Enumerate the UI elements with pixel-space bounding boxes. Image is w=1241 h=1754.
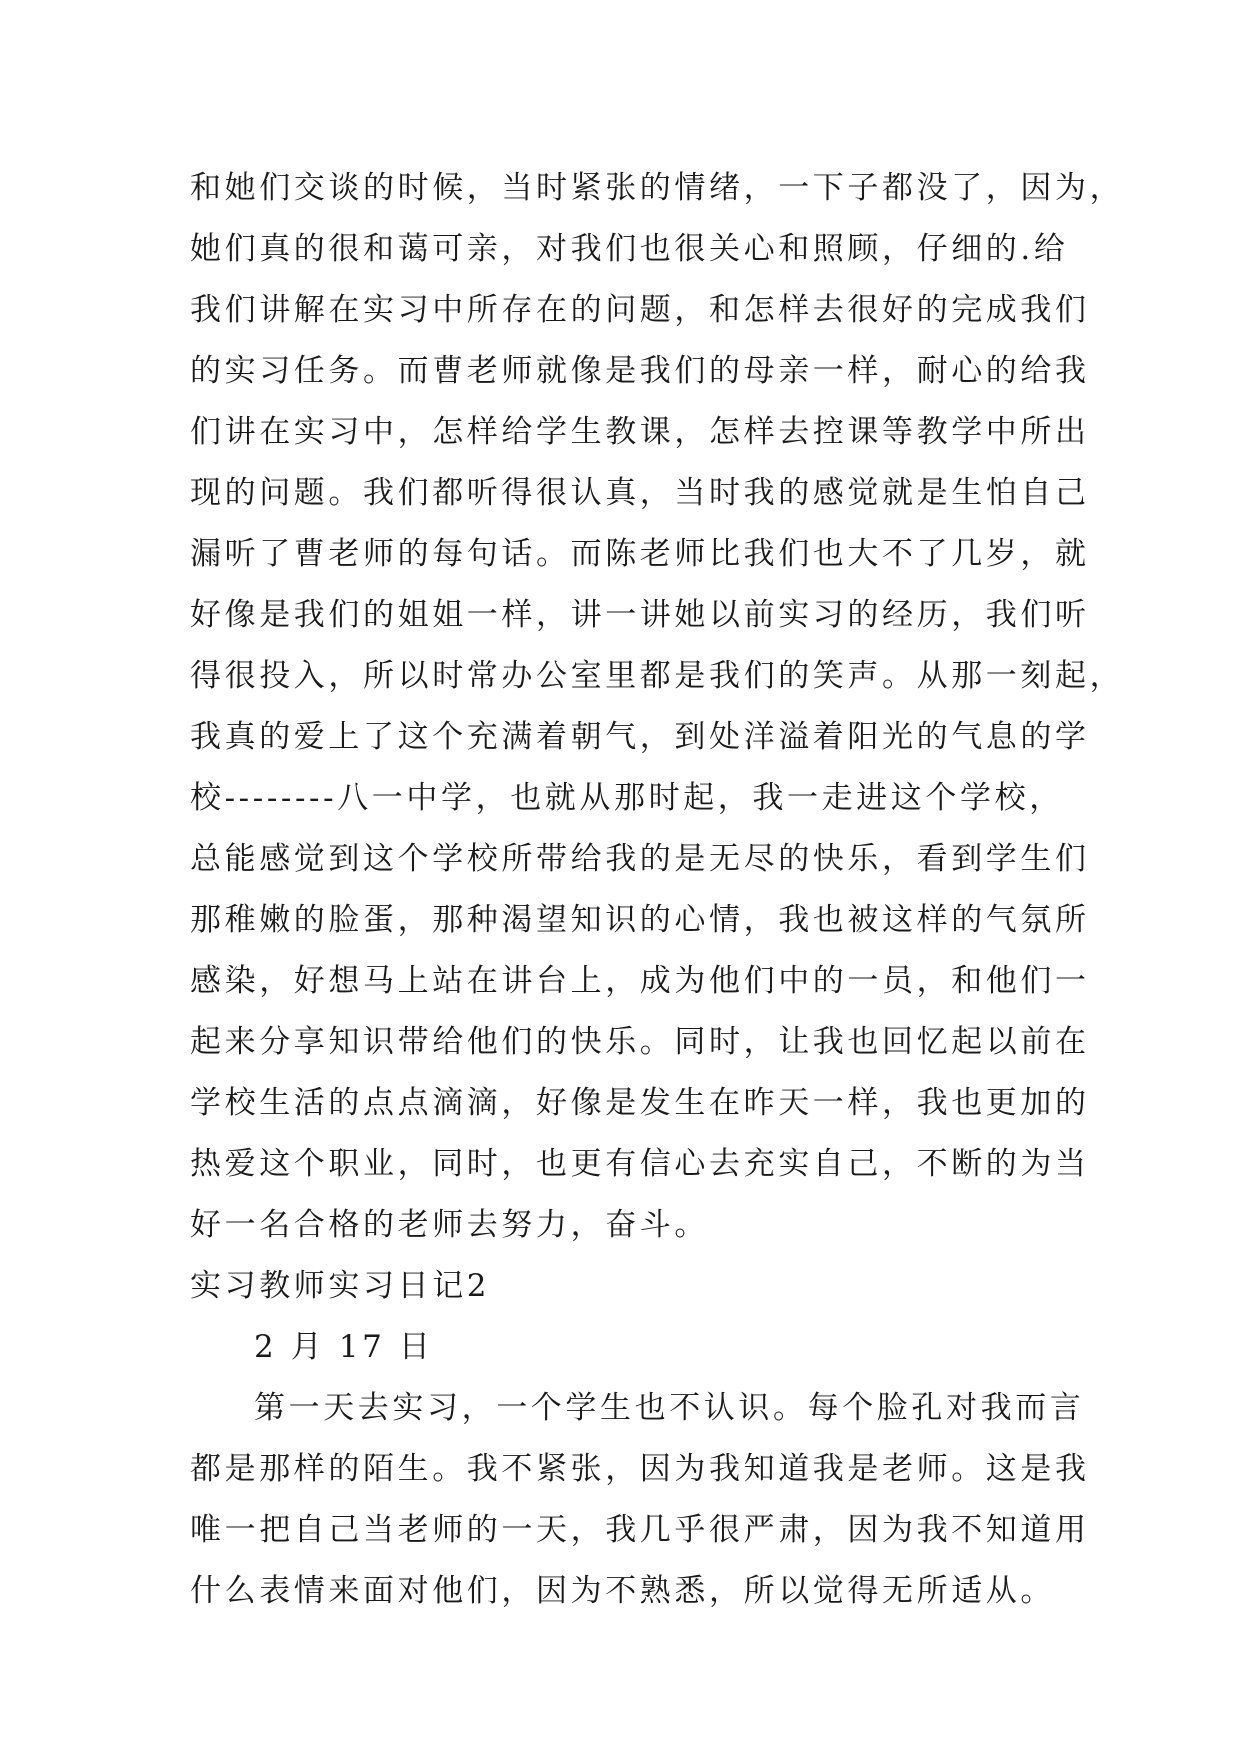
text-line: 好一名合格的老师去努力，奋斗。 (190, 1207, 709, 1243)
text-line: 校--------八一中学，也就从那时起，我一走进这个学校， (190, 780, 1064, 816)
text-line: 漏听了曹老师的每句话。而陈老师比我们也大不了几岁，就 (190, 536, 1090, 572)
text-line: 她们真的很和蔼可亲，对我们也很关心和照顾，仔细的.给 (190, 231, 1069, 267)
text-line: 和她们交谈的时候，当时紧张的情绪，一下子都没了，因为， (190, 170, 1125, 206)
text-line: 第一天去实习，一个学生也不认识。每个脸孔对我而言 (254, 1390, 1085, 1426)
text-line: 好像是我们的姐姐一样，讲一讲她以前实习的经历，我们听 (190, 597, 1090, 633)
text-line: 都是那样的陌生。我不紧张，因为我知道我是老师。这是我 (190, 1451, 1090, 1487)
text-line: 什么表情来面对他们，因为不熟悉，所以觉得无所适从。 (190, 1573, 1055, 1609)
text-line: 感染，好想马上站在讲台上，成为他们中的一员，和他们一 (190, 963, 1090, 999)
section-heading: 实习教师实习日记2 (190, 1268, 491, 1304)
text-line: 起来分享知识带给他们的快乐。同时，让我也回忆起以前在 (190, 1024, 1090, 1060)
text-line: 学校生活的点点滴滴，好像是发生在昨天一样，我也更加的 (190, 1085, 1090, 1121)
text-line: 热爱这个职业，同时，也更有信心去充实自己，不断的为当 (190, 1146, 1090, 1182)
text-line: 我真的爱上了这个充满着朝气，到处洋溢着阳光的气息的学 (190, 719, 1090, 755)
text-line: 们讲在实习中，怎样给学生教课，怎样去控课等教学中所出 (190, 414, 1090, 450)
text-line: 得很投入，所以时常办公室里都是我们的笑声。从那一刻起， (190, 658, 1125, 694)
entry-date: 2 月 17 日 (254, 1329, 434, 1365)
text-line: 我们讲解在实习中所存在的问题，和怎样去很好的完成我们 (190, 292, 1090, 328)
document-body (190, 158, 1125, 1622)
text-line: 总能感觉到这个学校所带给我的是无尽的快乐，看到学生们 (190, 841, 1090, 877)
text-line: 唯一把自己当老师的一天，我几乎很严肃，因为我不知道用 (190, 1512, 1090, 1548)
text-line: 的实习任务。而曹老师就像是我们的母亲一样，耐心的给我 (190, 353, 1090, 389)
text-line: 现的问题。我们都听得很认真，当时我的感觉就是生怕自己 (190, 475, 1090, 511)
text-line: 那稚嫩的脸蛋，那种渴望知识的心情，我也被这样的气氛所 (190, 902, 1090, 938)
